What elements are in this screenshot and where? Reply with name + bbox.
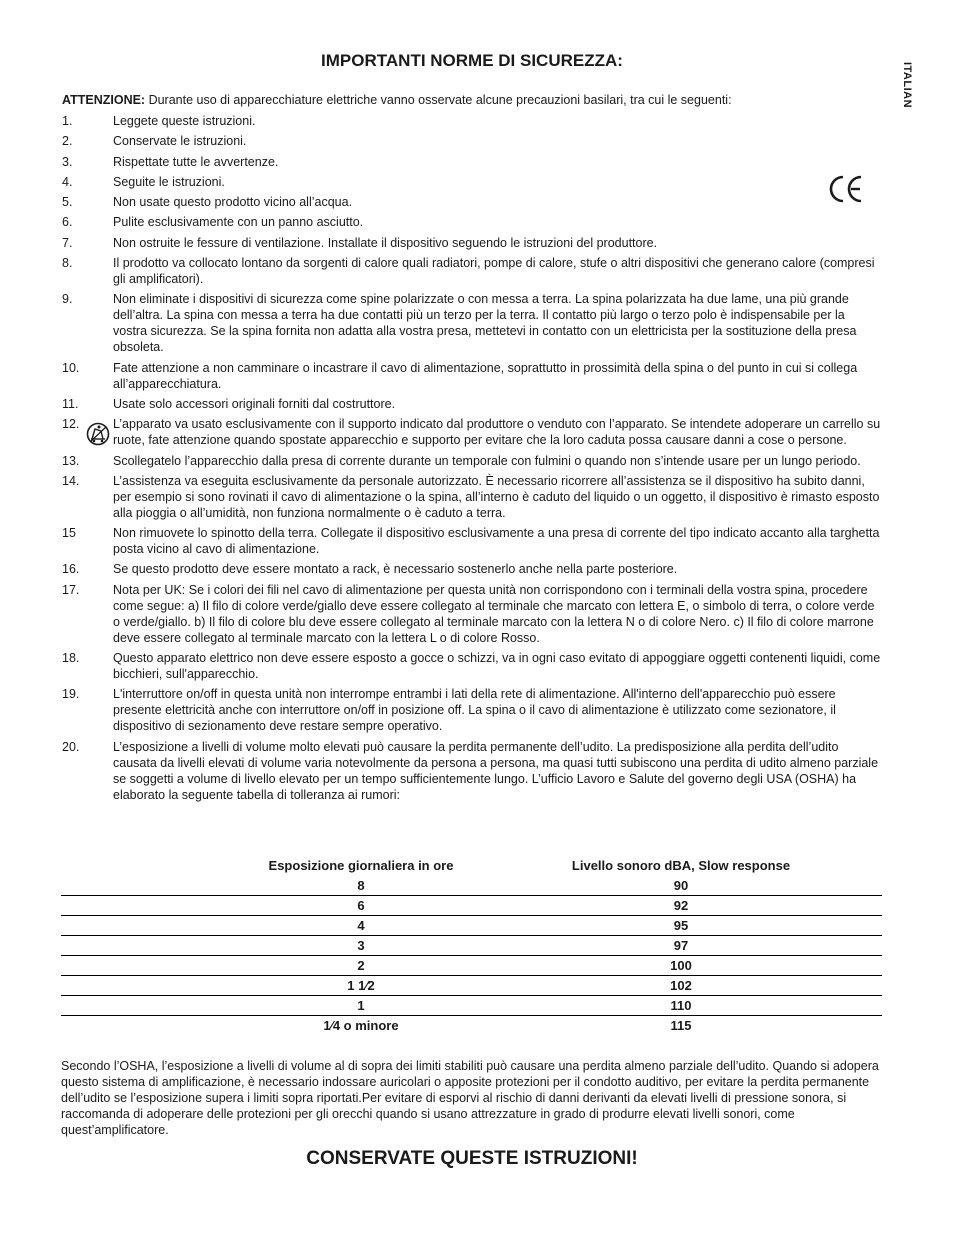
item-text: Rispettate tutte le avvertenze.: [113, 154, 279, 169]
cell-dba: 100: [670, 958, 692, 973]
list-item: [62, 396, 882, 412]
item-text: Non usate questo prodotto vicino all’acqua.: [113, 195, 353, 210]
item-text: Non rimuovete lo spinotto della terra. Collegate il dispositivo esclusivamente a una presa di corrente del tipo indicato accanto alla targhetta posta vicino al cavo di alimentazione.: [113, 526, 880, 557]
list-item: [62, 525, 882, 557]
table-row: [61, 1016, 882, 1035]
list-item: [62, 473, 882, 521]
list-item: [62, 360, 882, 392]
cell-dba: 102: [670, 978, 692, 993]
list-item: [62, 686, 882, 734]
list-item: [62, 194, 882, 210]
item-text: Conservate le istruzioni.: [113, 134, 247, 149]
list-item: [62, 416, 882, 448]
table-row: [61, 996, 882, 1016]
item-number: 8.: [62, 256, 73, 271]
list-item: [62, 582, 882, 646]
list-item: [62, 133, 882, 149]
item-number: 3.: [62, 154, 73, 169]
item-text: Non eliminate i dispositivi di sicurezza come spine polarizzate o con messa a terra. La spina polarizzata ha due lame, una più grande dell’altra. La spina con messa a terra ha due contatti più un terzo per la terra. Il contatto più largo o terzo polo è indispensabile per la vostra sicurezza. Se la spina fornita non adatta alla vostra presa, mettetevi in contatto con un elettricista per la sostituzione della presa obsoleta.: [113, 292, 857, 355]
footer-title: CONSERVATE QUESTE ISTRUZIONI!: [306, 1148, 638, 1169]
item-number: 4.: [62, 174, 73, 189]
cell-hours: 1: [357, 998, 365, 1013]
item-number: 12.: [62, 417, 80, 432]
item-number: 20.: [62, 739, 80, 754]
item-number: 2.: [62, 134, 73, 149]
osha-paragraph: Secondo l’OSHA, l’esposizione a livelli di volume al di sopra dei limiti stabiliti può causare una perdita almeno parziale dell’udito. Quando si adopera questo sistema di amplificazione, è necessario indossare auricolari o apposite protezioni per il condotto auditivo, per evitare la perdita permanente dell’udito se l’esposizione supera i limiti sopra riportati.Per evitare di esporvi al rischio di danni derivanti da elevati livelli di pressione sonora, si raccomanda di adoperare delle protezioni per gli orecchi quando si usano attrezzature in grado di produrre elevati livelli sonori, come quest’amplificatore.: [61, 1059, 879, 1137]
attention-paragraph: [62, 93, 882, 107]
item-number: 18.: [62, 651, 80, 666]
page-title: IMPORTANTI NORME DI SICUREZZA:: [321, 51, 623, 70]
language-label: [897, 50, 917, 120]
list-item: [62, 650, 882, 682]
cell-hours: 2: [357, 958, 365, 973]
cell-hours: 8: [357, 878, 365, 893]
item-number: 6.: [62, 215, 73, 230]
language-label-text: ITALIAN: [901, 61, 913, 109]
item-text: Leggete queste istruzioni.: [113, 114, 256, 128]
table-row: [61, 976, 882, 996]
list-item: [62, 113, 882, 129]
item-number: 5.: [62, 195, 73, 210]
list-item: [62, 291, 882, 355]
cell-hours: 4: [357, 918, 365, 933]
item-number: 13.: [62, 453, 80, 468]
list-item: [62, 739, 882, 803]
list-item: [62, 235, 882, 251]
header-exposure-hours: Esposizione giornaliera in ore: [268, 858, 454, 873]
list-item: [62, 214, 882, 230]
item-text: L’esposizione a livelli di volume molto elevati può causare la perdita permanente dell’udito. La predisposizione alla perdita dell’udito causata da livelli elevati di volume varia notevolmente da persona a persona, ma quasi tutti subiscono una perdita di udito almeno parziale se soggetti a volume di livello elevato per un tempo sufficientemente lungo. L’ufficio Lavoro e Salute del governo degli USA (OSHA) ha elaborato la seguente tabella di tolleranza ai rumori:: [113, 739, 879, 802]
item-number: 9.: [62, 292, 73, 307]
list-item: [62, 561, 882, 577]
item-number: 14.: [62, 473, 80, 488]
table-header: [61, 855, 882, 876]
item-number: 11.: [62, 396, 79, 411]
item-number: 15: [62, 526, 76, 541]
item-number: 10.: [62, 360, 80, 375]
item-text: Il prodotto va collocato lontano da sorgenti di calore quali radiatori, pompe di calore, stufe o altri dispositivi che generano calore (compresi gli amplificatori).: [113, 256, 875, 287]
item-number: 19.: [62, 687, 80, 702]
item-text: Questo apparato elettrico non deve essere esposto a gocce o schizzi, va in ogni caso evitato di appoggiare oggetti contenenti liquidi, come bicchieri, sull'apparecchio.: [113, 651, 881, 682]
item-number: 17.: [62, 582, 80, 597]
item-number: 1.: [62, 114, 73, 128]
item-number: 7.: [62, 235, 73, 250]
table-row: [61, 936, 882, 956]
cell-dba: 95: [673, 918, 689, 933]
table-row: [61, 876, 882, 896]
table-row: [61, 956, 882, 976]
cell-dba: 92: [673, 898, 689, 913]
attention-label: ATTENZIONE:: [62, 93, 146, 107]
item-text: Scollegatelo l’apparecchio dalla presa di corrente durante un temporale con fulmini o quando non s’intende usare per un lungo periodo.: [113, 453, 861, 468]
cell-dba: 97: [673, 938, 689, 953]
item-text: Seguite le istruzioni.: [113, 174, 225, 189]
cell-hours: 1 1⁄2: [347, 978, 375, 993]
noise-exposure-table: [61, 855, 882, 1035]
cell-dba: 115: [670, 1018, 692, 1033]
attention-text: Durante uso di apparecchiature elettriche vanno osservate alcune precauzioni basilari, tra cui le seguenti:: [145, 93, 732, 107]
item-text: L’apparato va usato esclusivamente con il supporto indicato dal produttore o venduto con l’apparato. Se intendete adoperare un carrello su ruote, fate attenzione quando spostate apparecchio e supporto per evitare che la loro caduta possa causare danni a cose o persone.: [113, 417, 881, 448]
item-text: Non ostruite le fessure di ventilazione. Installate il dispositivo seguendo le istruzioni del produttore.: [113, 235, 658, 250]
cell-hours: 6: [357, 898, 365, 913]
item-text: Usate solo accessori originali forniti dal costruttore.: [113, 396, 396, 411]
item-number: 16.: [62, 562, 80, 577]
cell-hours: 3: [357, 938, 365, 953]
cell-dba: 90: [673, 878, 689, 893]
table-row: [61, 896, 882, 916]
cell-hours: 1⁄4 o minore: [323, 1018, 399, 1033]
item-text: Nota per UK: Se i colori dei fili nel cavo di alimentazione per questa unità non corrispondono con i terminali della vostra spina, procedere come segue: a) Il filo di colore verde/giallo deve essere collegato al terminale che marcato con lettera E, o simbolo di terra, o colore verde o verde/giallo. b) Il filo di colore blu deve essere collegato al terminale marcato con la lettera N o di colore Nero. c) Il filo di colore marrone deve essere collegato al terminale marcato con la lettera L o di colore Rosso.: [113, 582, 875, 645]
table-row: [61, 916, 882, 936]
item-text: Se questo prodotto deve essere montato a rack, è necessario sostenerlo anche nella parte posteriore.: [113, 562, 678, 577]
safety-instructions-list: [62, 113, 882, 807]
list-item: [62, 174, 882, 190]
item-text: Fate attenzione a non camminare o incastrare il cavo di alimentazione, soprattutto in prossimità della spina o del punto in cui si collega all’apparecchiatura.: [113, 360, 858, 391]
header-sound-level: Livello sonoro dBA, Slow response: [571, 858, 791, 873]
item-text: L’assistenza va eseguita esclusivamente da personale autorizzato. È necessario ricorrere all’assistenza se il dispositivo ha subito danni, per esempio si sono rovinati il cavo di alimentazione o la spina, all’interno è caduto del liquido o un oggetto, il dispositivo è rimasto esposto alla pioggia o all’umidità, non funziona normalmente o è caduto a terra.: [113, 473, 880, 520]
list-item: [62, 154, 882, 170]
cell-dba: 110: [670, 998, 692, 1013]
list-item: [62, 453, 882, 469]
list-item: [62, 255, 882, 287]
item-text: L'interruttore on/off in questa unità non interrompe entrambi i lati della rete di alimentazione. All'interno dell'apparecchio può essere presente elettricità anche con interruttore on/off in posizione off. La spina o il cavo di alimentazione è utilizzato come sezionatore, il dispositivo di sezionamento deve restare sempre operativo.: [113, 687, 836, 734]
item-text: Pulite esclusivamente con un panno asciutto.: [113, 215, 364, 230]
